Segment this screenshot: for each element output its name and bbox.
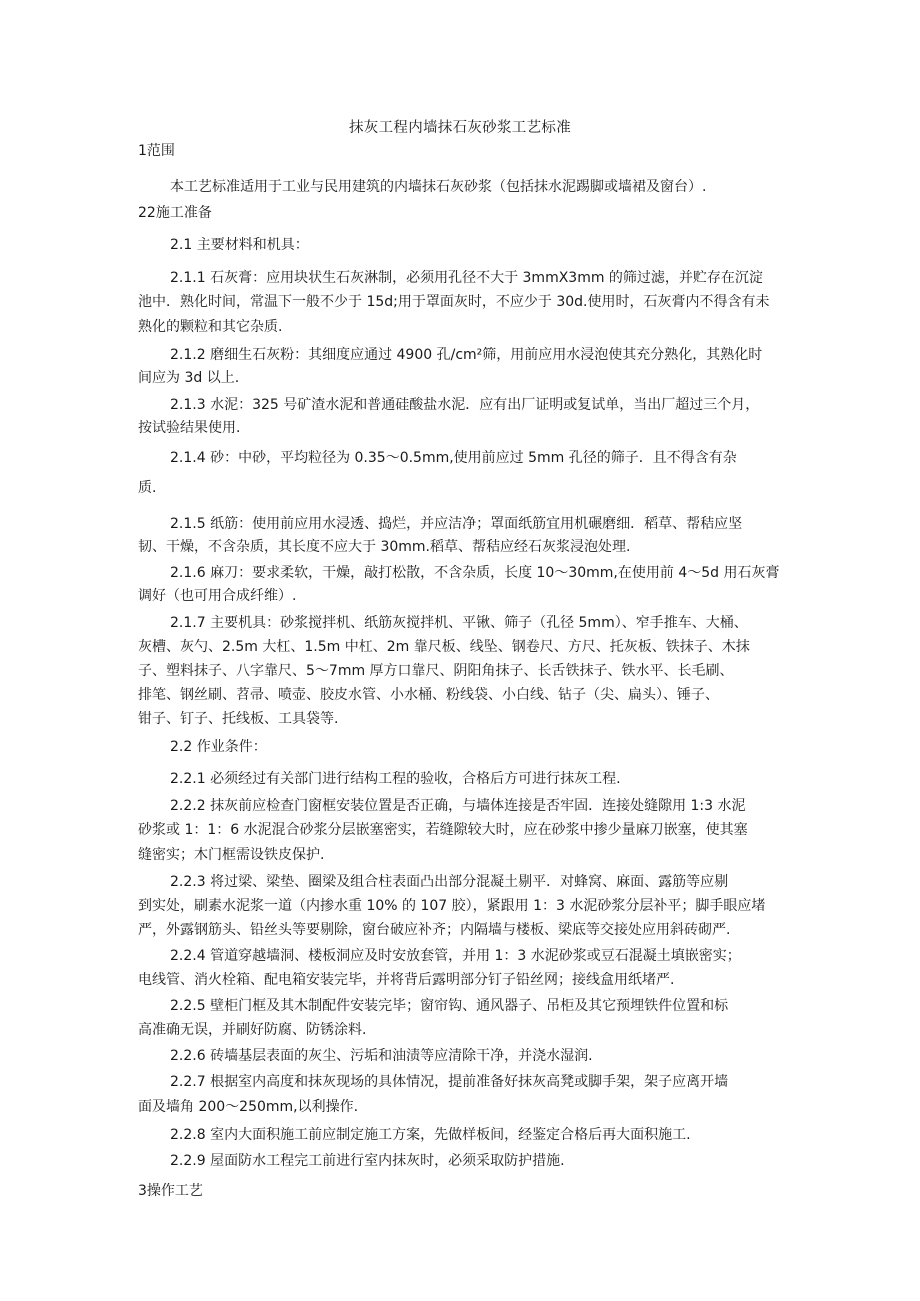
paragraph-line: 面及墙角 200～250mm,以利操作.: [138, 1099, 359, 1115]
paragraph-line: 2.1.2 磨细生石灰粉：其细度应通过 4900 孔/cm²筛，用前应用水浸泡使其充分熟化，其熟化时: [170, 347, 763, 363]
paragraph-line: 电线管、消火栓箱、配电箱安装完毕，并将背后露明部分钉子铅丝网；接线盒用纸堵严.: [138, 972, 675, 988]
paragraph-line: 2.2.3 将过梁、梁垫、圈梁及组合柱表面凸出部分混凝土剔平．对蜂窝、麻面、露筋等应剔: [170, 874, 729, 890]
paragraph-line: 质.: [138, 480, 157, 496]
section-heading-operations: 3操作工艺: [138, 1183, 203, 1199]
paragraph-line: 2.2.7 根据室内高度和抹灰现场的具体情况，提前准备好抹灰高凳或脚手架，架子应离开墙: [170, 1074, 729, 1090]
paragraph-line: 到实处，刷素水泥浆一道（内掺水重 10% 的 107 胶），紧跟用 1：3 水泥砂浆分层补平；脚手眼应堵: [138, 898, 766, 914]
paragraph-line: 高准确无误，并刷好防腐、防锈涂料.: [138, 1022, 367, 1038]
paragraph-line: 子、塑料抹子、八字靠尺、5～7mm 厚方口靠尺、阴阳角抹子、长舌铁抹子、铁水平、长毛刷、: [138, 663, 734, 679]
paragraph-line: 2.2.6 砖墙基层表面的灰尘、污垢和油渍等应清除干净，并浇水湿润.: [170, 1048, 593, 1064]
paragraph-line: 钳子、钉子、托线板、工具袋等.: [138, 711, 339, 727]
paragraph-line: 按试验结果使用.: [138, 420, 241, 436]
paragraph-line: 韧、干燥，不含杂质，其长度不应大于 30mm.稻草、帮秸应经石灰浆浸泡处理.: [138, 539, 631, 555]
section-heading-preparation: 22施工准备: [138, 205, 212, 221]
subsection-heading-conditions: 2.2 作业条件：: [170, 739, 267, 755]
paragraph-line: 2.2.1 必须经过有关部门进行结构工程的验收，合格后方可进行抹灰工程.: [170, 771, 621, 787]
paragraph-line: 2.1.3 水泥：325 号矿渣水泥和普通硅酸盐水泥．应有出厂证明或复试单，当出厂超过三个月，: [170, 397, 760, 413]
subsection-heading-materials: 2.1 主要材料和机具：: [170, 237, 309, 253]
paragraph-line: 2.2.5 壁柜门框及其木制配件安装完毕；窗帘钩、通风器子、吊柜及其它预埋铁件位置和标: [170, 998, 729, 1014]
paragraph-line: 2.1.6 麻刀：要求柔软，干燥，敲打松散，不含杂质，长度 10～30mm,在使用前 4～5d 用石灰膏: [170, 565, 780, 581]
paragraph-line: 间应为 3d 以上.: [138, 370, 240, 386]
paragraph-line: 2.2.8 室内大面积施工前应制定施工方案，先做样板间，经鉴定合格后再大面积施工.: [170, 1127, 691, 1143]
paragraph-line: 严，外露钢筋头、铅丝头等要剔除，窗台破应补齐；内隔墙与楼板、梁底等交接处应用斜砖砌严.: [138, 922, 731, 938]
paragraph-line: 调好（也可用合成纤维）.: [138, 588, 297, 604]
paragraph-line: 砂浆或 1：1：6 水泥混合砂浆分层嵌塞密实，若缝隙较大时，应在砂浆中掺少量麻刀嵌塞，使其塞: [138, 822, 748, 838]
paragraph-line: 灰槽、灰勺、2.5m 大杠、1.5m 中杠、2m 靠尺板、线坠、钢卷尺、方尺、托灰板、铁抹子、木抹: [138, 639, 750, 655]
document-title: 抹灰工程内墙抹石灰砂浆工艺标准: [349, 120, 571, 136]
paragraph-line: 2.1.4 砂：中砂，平均粒径为 0.35～0.5mm,使用前应过 5mm 孔径的筛子．且不得含有杂: [170, 450, 737, 466]
paragraph-line: 排笔、钢丝刷、苕帚、喷壶、胶皮水管、小水桶、粉线袋、小白线、钻子（尖、扁头）、锤子、: [138, 687, 719, 703]
paragraph-line: 2.2.2 抹灰前应检查门窗框安装位置是否正确，与墙体连接是否牢固．连接处缝隙用 1:3 水泥: [170, 798, 746, 814]
paragraph-line: 缝密实；木门框需设铁皮保护.: [138, 847, 325, 863]
paragraph-line: 熟化的颗粒和其它杂质.: [138, 319, 283, 335]
paragraph-line: 池中．熟化时间，常温下一般不少于 15d;用于罩面灰时，不应少于 30d.使用时，石灰膏内不得含有未: [138, 294, 770, 310]
paragraph-line: 2.1.1 石灰膏：应用块状生石灰淋制，必须用孔径不大于 3mmX3mm 的筛过滤，并贮存在沉淀: [170, 270, 763, 286]
paragraph-line: 2.2.9 屋面防水工程完工前进行室内抹灰时，必须采取防护措施.: [170, 1153, 565, 1169]
section-heading-scope: 1范围: [138, 143, 175, 159]
paragraph-line: 2.1.7 主要机具：砂浆搅拌机、纸筋灰搅拌机、平锹、筛子（孔径 5mm）、窄手推车、大桶、: [170, 615, 748, 631]
paragraph-line: 2.2.4 管道穿越墙洞、楼板洞应及时安放套管，并用 1：3 水泥砂浆或豆石混凝土填嵌密实；: [170, 948, 741, 964]
paragraph-line: 本工艺标准适用于工业与民用建筑的内墙抹石灰砂浆（包括抹水泥踢脚或墙裙及窗台）.: [170, 179, 707, 195]
paragraph-line: 2.1.5 纸筋：使用前应用水浸透、捣烂，并应洁净；罩面纸筋宜用机碾磨细．稻草、帮秸应坚: [170, 516, 743, 532]
